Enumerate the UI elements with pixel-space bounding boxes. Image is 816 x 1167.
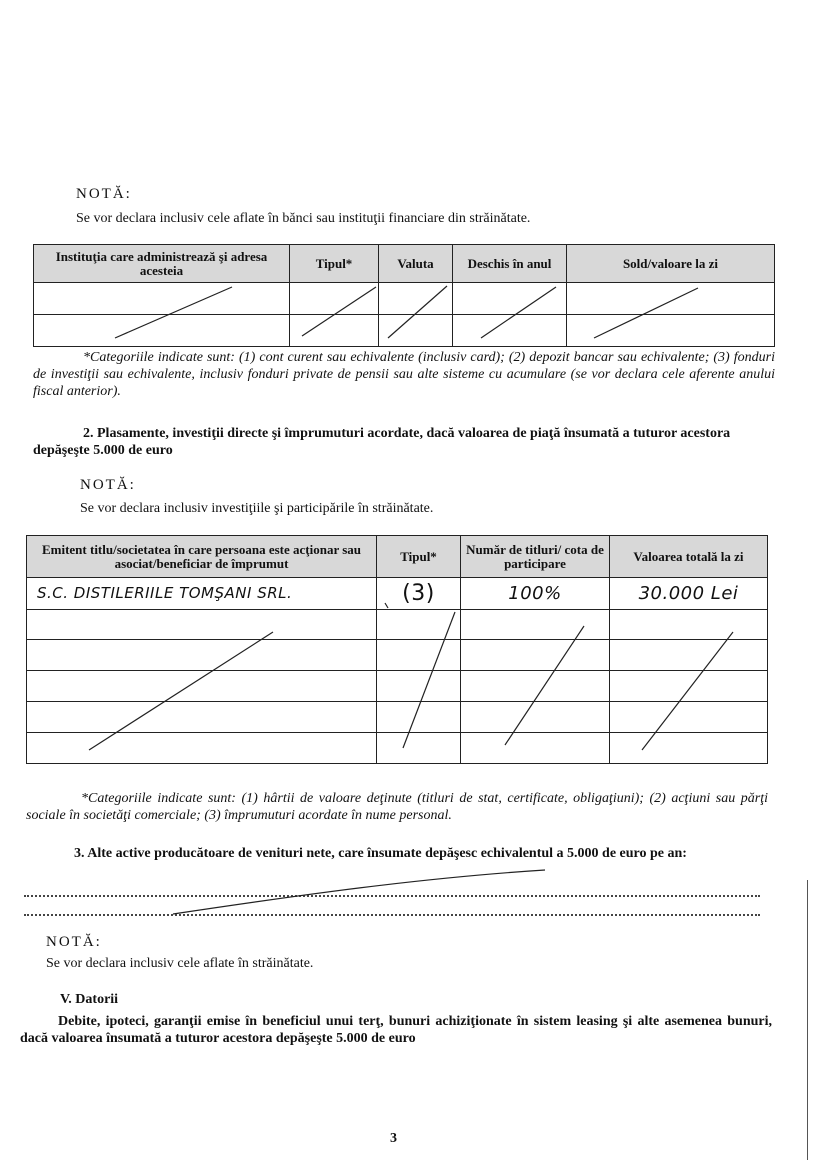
header-balance: Sold/valoare la zi [567,245,775,283]
nota-text-1: Se vor declara inclusiv cele aflate în bănci sau instituţii financiare din străinătate. [76,211,531,226]
section-2-heading: 2. Plasamente, investiţii directe şi împrumuturi acordate, dacă valoarea de piaţă însumată a tuturor acestora depăşeşte 5.000 de euro [33,426,731,458]
table-row [27,671,768,702]
investments-table [26,535,768,764]
nota-title-1: NOTĂ: [76,186,132,202]
issuer-cell: S.C. DISTILERIILE TOMŞANI SRL. [37,584,293,602]
scan-edge-line [807,880,808,1160]
nota-text-2: Se vor declara inclusiv investiţiile şi participările în străinătate. [80,501,434,516]
header-total-value: Valoarea totală la zi [610,536,768,578]
table-row [34,315,775,347]
section-5-heading: V. Datorii [60,992,119,1007]
dotted-line [24,914,760,916]
nota-text-3: Se vor declara inclusiv cele aflate în străinătate. [46,956,314,971]
header-currency: Valuta [379,245,453,283]
nota-title-2: NOTĂ: [80,477,136,493]
share-cell: 100% [508,583,562,604]
table-row [27,702,768,733]
header-issuer: Emitent titlu/societatea în care persoana este acţionar sau asociat/beneficiar de împrumut [27,536,377,578]
table-row [27,578,768,610]
dotted-line [24,895,760,897]
page-number: 3 [390,1131,397,1146]
section-5-text: Debite, ipoteci, garanţii emise în beneficiul unui terţ, bunuri achiziţionate în sistem leasing şi alte asemenea bunuri, dacă valoarea însumată a tuturor acestora depăşeşte 5.000 de euro [20,1014,772,1046]
nota-title-3: NOTĂ: [46,934,102,950]
footnote-2: *Categoriile indicate sunt: (1) hârtii de valoare deţinute (titluri de stat, certificate, obligaţiuni); (2) acţiuni sau părţi sociale în societăţi comerciale; (3) împrumuturi acordate în nume personal. [26,791,768,823]
table-row [27,733,768,764]
header-opened-year: Deschis în anul [453,245,567,283]
value-cell: 30.000 Lei [638,583,739,604]
header-institution: Instituţia care administrează şi adresa acesteia [34,245,290,283]
header-type: Tipul* [290,245,379,283]
footnote-1: *Categoriile indicate sunt: (1) cont curent sau echivalente (inclusiv card); (2) depozit bancar sau echivalente; (3) fonduri de investiţii sau echivalente, inclusiv fonduri private de pensii sau alte sisteme cu acumulare (se vor declara cele aferente anului fiscal anterior). [33,350,775,399]
type-cell: (3) [402,581,435,606]
header-share-count: Număr de titluri/ cota de participare [461,536,610,578]
accounts-table [33,244,775,347]
table-row [27,610,768,640]
header-type: Tipul* [377,536,461,578]
table-row [34,283,775,315]
table-row [27,640,768,671]
strike-stroke [173,870,545,914]
section-3-heading: 3. Alte active producătoare de venituri nete, care însumate depăşesc echivalentul a 5.000 de euro pe an: [74,846,687,861]
